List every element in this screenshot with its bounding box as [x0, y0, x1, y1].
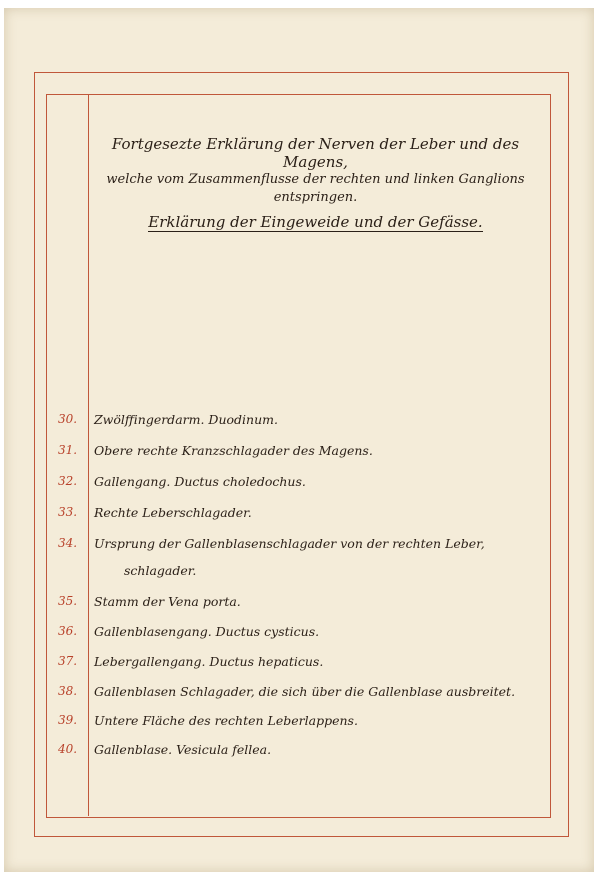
- item-number: 30.: [58, 412, 78, 426]
- item-text: Rechte Leberschlagader.: [94, 505, 252, 520]
- item-text: Obere rechte Kranzschlagader des Magens.: [94, 443, 373, 458]
- item-text: Untere Fläche des rechten Leberlappens.: [94, 713, 358, 728]
- item-number: 37.: [58, 654, 78, 668]
- item-text: Lebergallengang. Ductus hepaticus.: [94, 654, 324, 669]
- title-line-1: Fortgesezte Erklärung der Nerven der Leber und des Magens,: [111, 135, 520, 171]
- item-number: 33.: [58, 505, 78, 519]
- item-text: Gallengang. Ductus choledochus.: [94, 474, 306, 489]
- subtitle-text: Erklärung der Eingeweide und der Gefässe.: [148, 213, 483, 231]
- item-number: 36.: [58, 624, 78, 638]
- item-number: 38.: [58, 684, 78, 698]
- item-text: Ursprung der Gallenblasenschlagader von der rechten Leber,: [94, 536, 485, 551]
- item-text-continuation: schlagader.: [124, 563, 197, 578]
- item-number: 34.: [58, 536, 78, 550]
- item-number: 31.: [58, 443, 78, 457]
- item-number: 35.: [58, 594, 78, 608]
- title-line-2: welche vom Zusammenflusse der rechten und linken Ganglions: [106, 172, 525, 187]
- item-text: Stamm der Vena porta.: [94, 594, 241, 609]
- item-text: Zwölffingerdarm. Duodinum.: [94, 412, 278, 427]
- item-number: 40.: [58, 742, 78, 756]
- item-text: Gallenblasen Schlagader, die sich über die Gallenblase ausbreitet.: [94, 684, 516, 699]
- item-number: 39.: [58, 713, 78, 727]
- item-text: Gallenblase. Vesicula fellea.: [94, 742, 272, 757]
- item-number: 32.: [58, 474, 78, 488]
- page-title: [88, 135, 543, 231]
- title-line-3: entspringen.: [273, 190, 358, 205]
- item-text: Gallenblasengang. Ductus cysticus.: [94, 624, 320, 639]
- title-line-4: [88, 213, 543, 231]
